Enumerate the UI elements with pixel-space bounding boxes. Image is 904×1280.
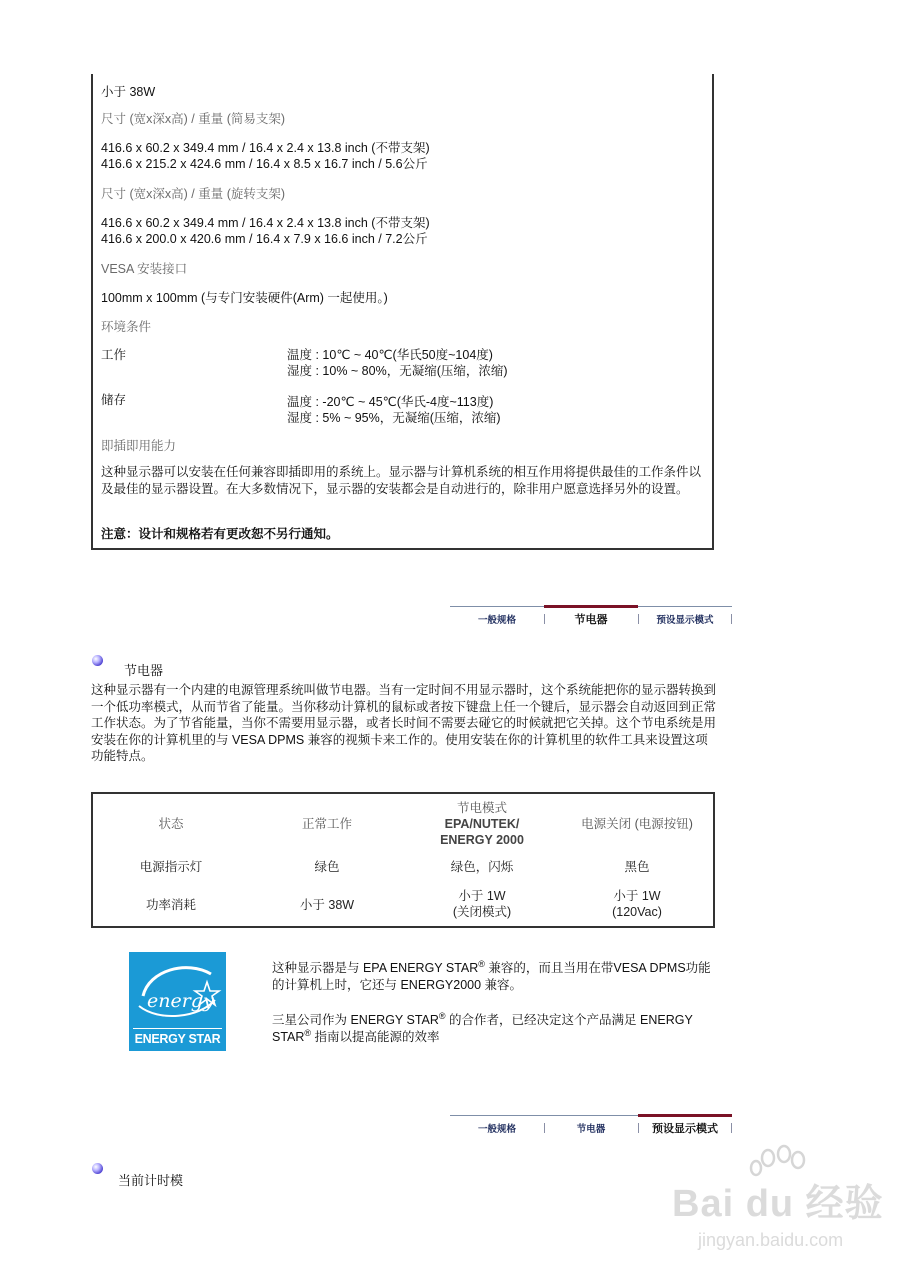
row-power-label: 功率消耗 (145, 898, 196, 912)
section-nav-1 (450, 606, 732, 630)
tab-power-saver[interactable]: 节电器 (576, 1124, 606, 1135)
row-power-saving (407, 888, 557, 920)
power-saver-description: 这种显示器有一个内建的电源管理系统叫做节电器。当有一定时间不用显示器时，这个系统能把你的显示器转换到一个低功率模式，从而节省了能量。当你移动计算机的鼠标或者按下键盘上任一个键后，显示器会自动返回到正常工作状态。为了节省能量，当你不需要用显示器，或者长时间不需要去碰它的时候就把它关掉。这个节电系统是用安装在你的计算机里的与 VESA DPMS 兼容的视频卡来工作的。使用安装在你的计算机里的软件工具来设置这项功能特点。 (91, 683, 717, 763)
svg-text:energy: energy (147, 990, 214, 1012)
header-normal: 正常工作 (301, 817, 352, 831)
watermark-brand: Bai du 经验 (672, 1183, 884, 1225)
logo-label: ENERGY STAR (134, 1032, 221, 1046)
tab-preset-modes[interactable]: 预设显示模式 (656, 615, 714, 626)
row-indicator-saving: 绿色，闪烁 (450, 860, 514, 874)
row-power-saving-line-2: (关闭模式) (452, 905, 512, 919)
energy-star-paragraph-1 (272, 960, 712, 993)
row-power-off (563, 888, 711, 920)
tab-power-saver[interactable]: 节电器 (574, 614, 608, 626)
row-indicator-normal: 绿色 (314, 860, 340, 874)
environment-label: 环境条件 (101, 320, 152, 334)
plug-and-play-text: 这种显示器可以安装在任何兼容即插即用的系统上。显示器与计算机系统的相互作用将提供最佳的工作条件以及最佳的显示器设置。在大多数情况下，显示器的安装都会是自动进行的，除非用户愿意选择另外的设置。 (101, 465, 702, 496)
row-indicator-label: 电源指示灯 (139, 860, 203, 874)
plug-and-play-label: 即插即用能力 (101, 439, 177, 453)
es-p1-a: 这种显示器是与 EPA ENERGY STAR (272, 961, 479, 975)
operating-label: 工作 (101, 348, 127, 362)
header-state: 状态 (158, 817, 184, 831)
baidu-watermark (672, 1144, 882, 1264)
nav-separator (731, 614, 732, 624)
energy-star-paragraph-2 (272, 1012, 712, 1045)
notice-text: 注意：设计和规格若有更改恕不另行通知。 (101, 527, 339, 541)
dimensions-simple-line-2: 416.6 x 215.2 x 424.6 mm / 16.4 x 8.5 x 16.7 inch / 5.6公斤 (101, 157, 428, 171)
header-saving-line-1: 节电模式 (456, 801, 507, 815)
power-consumption-value: 小于 38W (101, 85, 156, 99)
dimensions-swivel-line-1: 416.6 x 60.2 x 349.4 mm / 16.4 x 2.4 x 13.8 inch (不带支架) (101, 216, 430, 230)
registered-mark: ® (478, 958, 485, 969)
row-power-saving-line-1: 小于 1W (458, 889, 506, 903)
operating-temperature: 温度 : 10℃ ~ 40℃(华氏50度~104度) (287, 348, 493, 362)
watermark-url: jingyan.baidu.com (698, 1230, 844, 1250)
tab-general-specs[interactable]: 一般规格 (477, 1124, 516, 1135)
nav-separator (731, 1123, 732, 1133)
nav-active-indicator (638, 1114, 732, 1117)
es-p2-a: 三星公司作为 ENERGY STAR (272, 1013, 439, 1027)
power-saver-table (91, 792, 715, 928)
storage-temperature: 温度 : -20℃ ~ 45℃(华氏-4度~113度) (287, 395, 494, 409)
storage-humidity: 湿度 : 5% ~ 95%，无凝缩(压缩，浓缩) (287, 411, 501, 425)
specifications-box (91, 74, 714, 550)
header-power-off: 电源关闭 (电源按钮) (581, 817, 693, 831)
header-saving-line-3: ENERGY 2000 (440, 833, 524, 847)
bullet-icon (92, 655, 103, 666)
power-saver-title: 节电器 (124, 663, 164, 678)
operating-humidity: 湿度 : 10% ~ 80%，无凝缩(压缩，浓缩) (287, 364, 508, 378)
registered-mark: ® (438, 1010, 446, 1021)
header-saving (407, 800, 557, 848)
timing-title: 当前计时模 (118, 1173, 184, 1188)
dimensions-simple-stand-label: 尺寸 (宽x深x高) / 重量 (简易支架) (101, 112, 286, 126)
tab-preset-modes[interactable]: 预设显示模式 (652, 1123, 718, 1135)
nav-active-indicator (544, 605, 638, 608)
bullet-icon (92, 1163, 103, 1174)
header-saving-line-2: EPA/NUTEK/ (444, 817, 520, 831)
energy-star-logo (129, 952, 226, 1051)
vesa-mount-label: VESA 安装接口 (101, 262, 188, 276)
es-p1-b: 兼容的，而且当用在带VESA DPMS功能的计算机上时，它还与 ENERGY2000 兼容。 (272, 961, 711, 992)
row-power-normal: 小于 38W (299, 898, 355, 912)
energy-star-icon (129, 952, 226, 1032)
row-indicator-off: 黑色 (624, 860, 650, 874)
dimensions-swivel-stand-label: 尺寸 (宽x深x高) / 重量 (旋转支架) (101, 187, 286, 201)
es-p2-b: 的合作者，已经决定这个产品满足 ENERGY STAR (272, 1013, 693, 1044)
section-nav-2 (450, 1115, 732, 1139)
es-p2-c: 指南以提高能源的效率 (311, 1029, 440, 1044)
storage-label: 储存 (101, 393, 127, 407)
dimensions-simple-line-1: 416.6 x 60.2 x 349.4 mm / 16.4 x 2.4 x 13.8 inch (不带支架) (101, 141, 430, 155)
registered-mark: ® (304, 1027, 312, 1038)
vesa-mount-value: 100mm x 100mm (与专门安装硬件(Arm) 一起使用。) (101, 291, 388, 305)
dimensions-swivel-line-2: 416.6 x 200.0 x 420.6 mm / 16.4 x 7.9 x 16.6 inch / 7.2公斤 (101, 232, 428, 246)
row-power-off-line-2: (120Vac) (612, 905, 662, 919)
row-power-off-line-1: 小于 1W (613, 889, 661, 903)
tab-general-specs[interactable]: 一般规格 (477, 615, 516, 626)
